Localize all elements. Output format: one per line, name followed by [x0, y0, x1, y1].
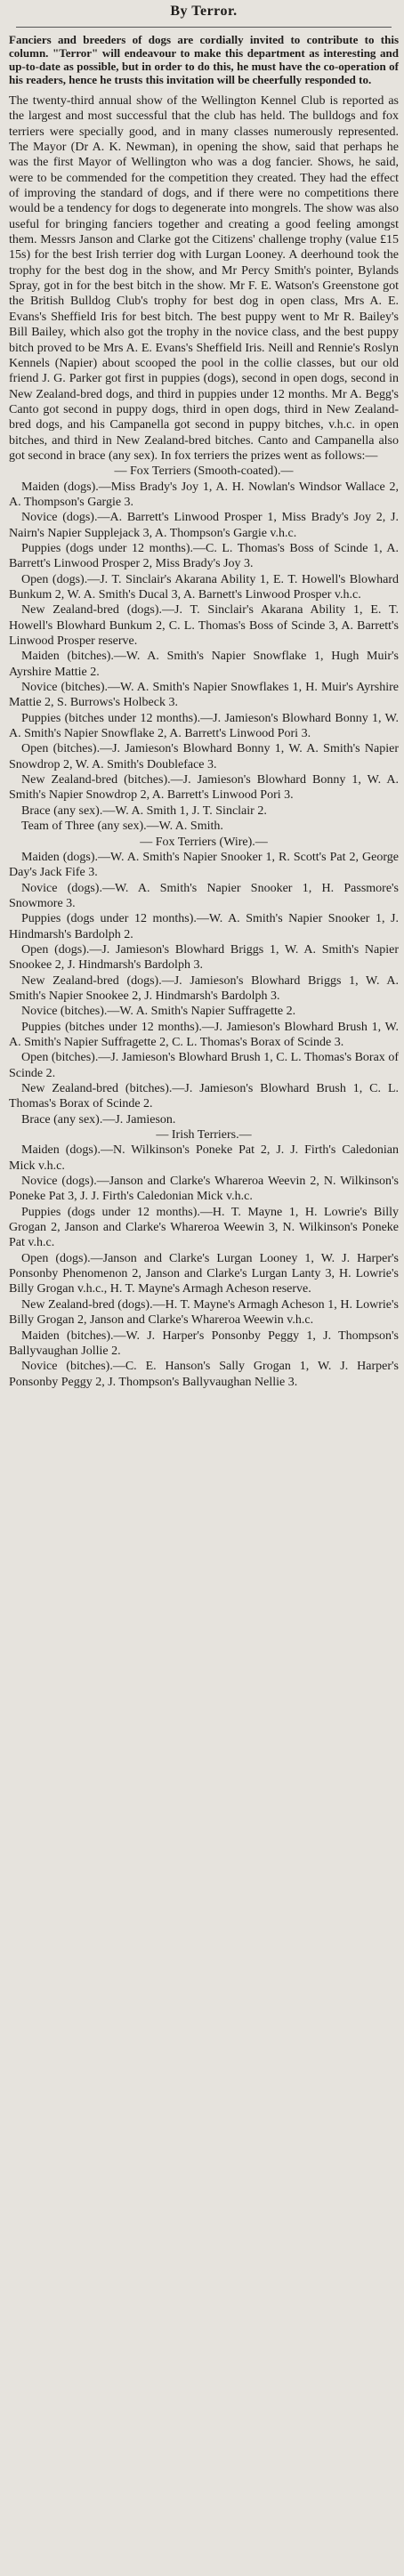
result-entry: Open (dogs).—Janson and Clarke's Lurgan Looney 1, W. J. Harper's Ponsonby Phenomenon 2, Janson and Clarke's Lurgan Lanty 3, H. Lowrie's Billy Grogan v.h.c., H. T. Mayne's Armagh Acheson reserve. — [9, 1251, 399, 1296]
result-entry: Novice (bitches).—W. A. Smith's Napier Snowflakes 1, H. Muir's Ayrshire Mattie 2, S. Burrows's Holbeck 3. — [9, 681, 399, 710]
result-entry: Puppies (bitches under 12 months).—J. Jamieson's Blowhard Brush 1, W. A. Smith's Napier Suffragette 2, C. L. Thomas's Borax of Scinde 3. — [9, 1020, 399, 1049]
result-entry: Maiden (bitches).—W. J. Harper's Ponsonby Peggy 1, J. Thompson's Ballyvaughan Jollie 2. — [9, 1328, 399, 1358]
result-entry: Open (dogs).—J. Jamieson's Blowhard Briggs 1, W. A. Smith's Napier Snookee 2, J. Hindmarsh's Bardolph 3. — [9, 942, 399, 973]
result-entry: Maiden (dogs).—Miss Brady's Joy 1, A. H. Nowlan's Windsor Wallace 2, A. Thompson's Gargie 3. — [9, 480, 399, 509]
header-rule — [16, 27, 392, 28]
result-entry: Novice (dogs).—A. Barrett's Linwood Prosper 1, Miss Brady's Joy 2, J. Nairn's Napier Supplejack 3, A. Thompson's Gargie v.h.c. — [9, 511, 399, 540]
section-heading: — Fox Terriers (Smooth-coated).— — [114, 464, 294, 479]
result-entry: Maiden (dogs).—N. Wilkinson's Poneke Pat 2, J. J. Firth's Caledonian Mick v.h.c. — [9, 1143, 399, 1173]
intro-notice: Fanciers and breeders of dogs are cordially invited to contribute to this column. "Terror" will endeavour to make this department as interesting and up-to-date as possible, but in order to do this, he must have the co-operation of his readers, hence he trusts this invitation will be cheerfully responded to. — [9, 33, 399, 86]
result-entry: Puppies (dogs under 12 months).—H. T. Mayne 1, H. Lowrie's Billy Grogan 2, Janson and Clarke's Whareroa Weewin 3, N. Wilkinson's Poneke Pat v.h.c. — [9, 1205, 399, 1250]
result-entry: Maiden (bitches).—W. A. Smith's Napier Snowflake 1, Hugh Muir's Ayrshire Mattie 2. — [9, 650, 399, 679]
result-entry: Open (bitches).—J. Jamieson's Blowhard Brush 1, C. L. Thomas's Borax of Scinde 2. — [9, 1051, 399, 1080]
result-entry: Novice (bitches).—W. A. Smith's Napier Suffragette 2. — [21, 1005, 296, 1019]
result-entry: Novice (dogs).—Janson and Clarke's Whareroa Weevin 2, N. Wilkinson's Poneke Pat 3, J. J. Firth's Caledonian Mick v.h.c. — [9, 1175, 399, 1204]
result-entry: New Zealand-bred (bitches).—J. Jamieson's Blowhard Bonny 1, W. A. Smith's Napier Snowdrop 2, A. Barrett's Linwood Pori 3. — [9, 773, 399, 803]
column-byline: By Terror. — [170, 4, 238, 19]
section-heading: — Fox Terriers (Wire).— — [140, 835, 268, 849]
result-entry: New Zealand-bred (dogs).—J. T. Sinclair's Akarana Ability 1, E. T. Howell's Blowhard Bunkum 2, C. L. Thomas's Boss of Scinde 3, A. Barrett's Linwood Prosper reserve. — [9, 603, 399, 649]
result-entry: Novice (bitches).—C. E. Hanson's Sally Grogan 1, W. J. Harper's Ponsonby Peggy 2, J. Thompson's Ballyvaughan Nellie 3. — [9, 1360, 399, 1389]
result-entry: Brace (any sex).—J. Jamieson. — [21, 1112, 176, 1126]
result-entry: Puppies (bitches under 12 months).—J. Jamieson's Blowhard Bonny 1, W. A. Smith's Napier Snowflake 2, A. Barrett's Linwood Pori 3. — [9, 711, 399, 741]
result-entry: Maiden (dogs).—W. A. Smith's Napier Snooker 1, R. Scott's Pat 2, George Day's Jack Fife 3. — [9, 850, 399, 880]
result-entry: Team of Three (any sex).—W. A. Smith. — [21, 820, 223, 834]
result-entry: Puppies (dogs under 12 months).—C. L. Thomas's Boss of Scinde 1, A. Barrett's Linwood Prosper 2, Miss Brady's Joy 3. — [9, 541, 399, 571]
result-entry: New Zealand-bred (dogs).—H. T. Mayne's Armagh Acheson 1, H. Lowrie's Billy Grogan 2, Janson and Clarke's Whareroa Weewin v.h.c. — [9, 1297, 399, 1328]
section-wire-fox-terriers — [9, 835, 399, 1128]
result-entry: Brace (any sex).—W. A. Smith 1, J. T. Sinclair 2. — [21, 803, 267, 818]
section-smooth-fox-terriers — [9, 464, 399, 834]
section-irish-terriers — [9, 1127, 399, 1390]
result-entry: Novice (dogs).—W. A. Smith's Napier Snooker 1, H. Passmore's Snowmore 3. — [9, 881, 399, 910]
result-entry: Puppies (dogs under 12 months).—W. A. Smith's Napier Snooker 1, J. Hindmarsh's Bardolph 2. — [9, 912, 399, 941]
section-heading: — Irish Terriers.— — [156, 1128, 252, 1143]
result-entry: New Zealand-bred (dogs).—J. Jamieson's Blowhard Briggs 1, W. A. Smith's Napier Snookee 2, J. Hindmarsh's Bardolph 3. — [9, 973, 399, 1003]
result-entry: Open (dogs).—J. T. Sinclair's Akarana Ability 1, E. T. Howell's Blowhard Bunkum 2, W. A. Smith's Ducal 3, A. Barnett's Linwood Prosper v.h.c. — [9, 572, 399, 602]
result-entry: New Zealand-bred (bitches).—J. Jamieson's Blowhard Brush 1, C. L. Thomas's Borax of Scinde 2. — [9, 1082, 399, 1111]
opening-paragraph: The twenty-third annual show of the Wellington Kennel Club is reported as the largest and most successful that the club has held. The bulldogs and fox terriers were specially good, and in many classes numerously represented. The Mayor (Dr A. K. Newman), in opening the show, said that perhaps he was the first Mayor of Wellington who was a dog fancier. Shows, he said, were to be commended for the competition they created. They had the effect of improving the standard of dogs, and if there were no competitions there would be a tendency for dogs to degenerate into mongrels. The show was also useful for bringing fanciers together and creating a good feeling amongst them. Messrs Janson and Clarke got the Citizens' challenge trophy (value £15 15s) for the best Irish terrier dog with Lurgan Looney. A deerhound took the trophy for the best dog in the show, and Mr Percy Smith's pointer, Bylands Spray, got in for the best bitch in the show. Mr F. E. Watson's Greenstone got the British Bulldog Club's trophy for best dog in open class, Mrs A. E. Evans's Sheffield Iris for best bitch. The best puppy went to Mr R. Bailey's Bill Bailey, which also got the trophy in the novice class, and the best puppy bitch proved to be Mrs A. E. Evans's Sheffield Iris. Neill and Rennie's Roslyn Kennels (Napier) about scooped the pool in the collie classes, but our old friend J. G. Parker got first in puppies (dogs), second in open dogs, second in New Zealand-bred dogs, and third in puppies under 12 months. Mr A. Begg's Canto got second in puppy dogs, third in open dogs, third in New Zealand-bred dogs, and his Campanella got second in puppy bitches, v.h.c. in open bitches, and third in New Zealand-bred bitches. Canto and Campanella also got second in brace (any sex). In fox terriers the prizes went as follows:— — [9, 94, 399, 463]
result-entry: Open (bitches).—J. Jamieson's Blowhard Bonny 1, W. A. Smith's Napier Snowdrop 2, W. A. Smith's Doubleface 3. — [9, 742, 399, 771]
